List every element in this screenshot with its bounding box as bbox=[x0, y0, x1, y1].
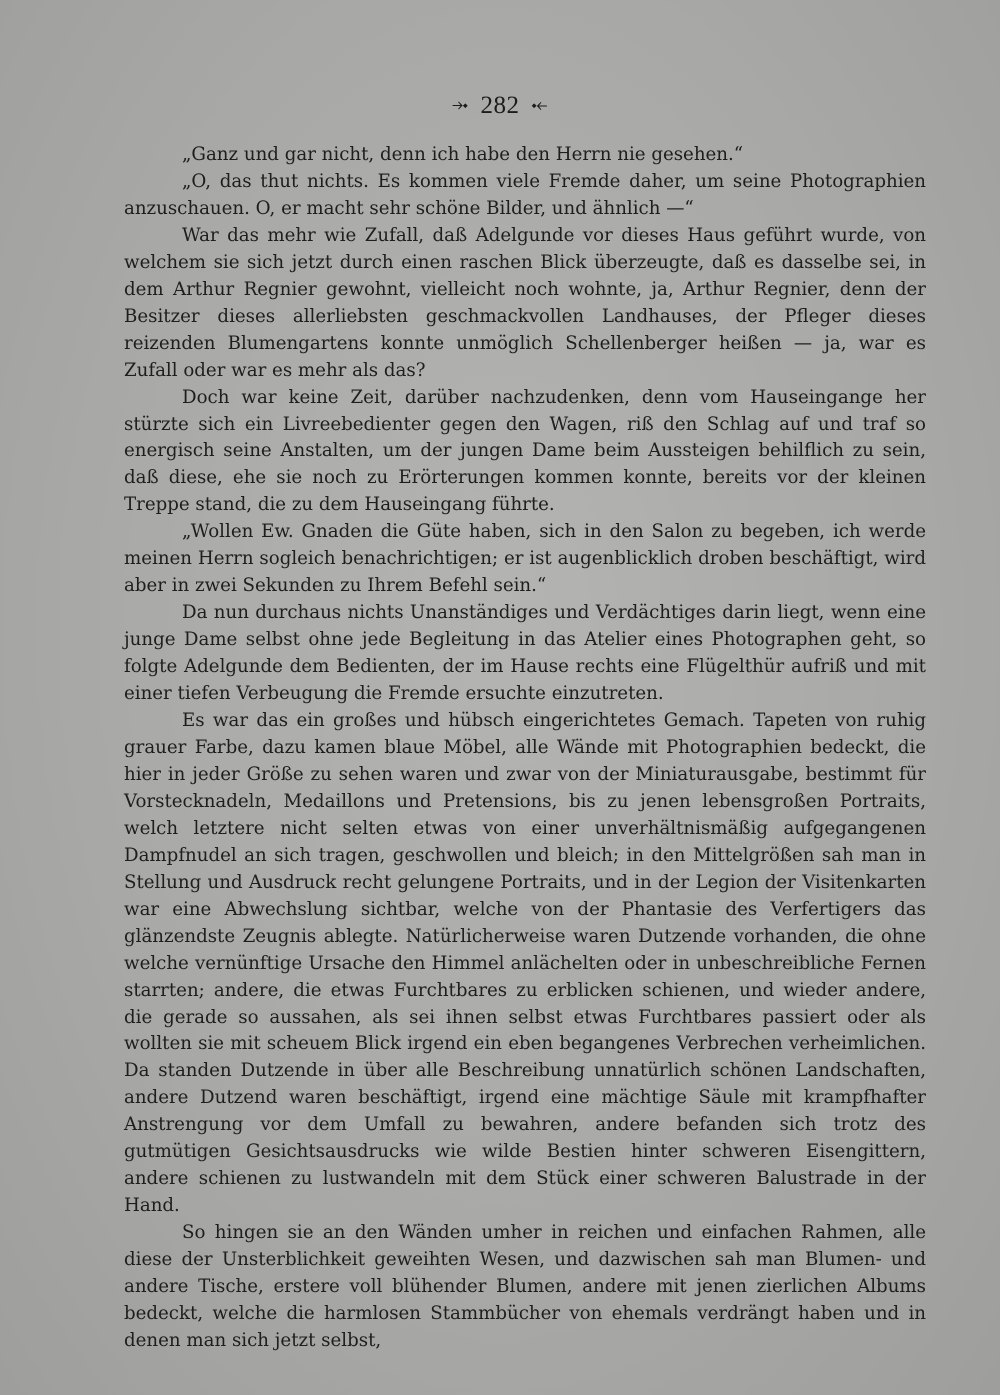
paragraph: Da nun durchaus nichts Unanständiges und Verdächtiges darin liegt, wenn eine junge Dame selbst ohne jede Begleitung in das Atelier eines Photographen geht, so folgte Adelgunde dem Bedienten, der im Hause rechts eine Flügelthür aufriß und mit einer tiefen Verbeugung die Fremde ersuchte einzutreten. bbox=[124, 602, 926, 705]
left-ornament-icon: ⤞ bbox=[452, 94, 469, 116]
paragraph: „O, das thut nichts. Es kommen viele Fremde daher, um seine Photographien anzuschauen. O, er macht sehr schöne Bilder, und ähnlich —“ bbox=[124, 170, 926, 219]
paragraph: Es war das ein großes und hübsch eingerichtetes Gemach. Tapeten von ruhig grauer Farbe, dazu kamen blaue Möbel, alle Wände mit Photographien bedeckt, die hier in jeder Größe zu sehen waren und zwar von der Miniaturausgabe, bestimmt für Vorstecknadeln, Medaillons und Pretensions, bis zu jenen lebensgroßen Portraits, welch letztere nicht selten etwas von einer unverhältnismäßig aufgegangenen Dampfnudel an sich tragen, geschwollen und bleich; in den Mittelgrößen sah man in Stellung und Ausdruck recht gelungene Portraits, und in der Legion der Visitenkarten war eine Abwechslung sichtbar, welche von der Phantasie des Verfertigers das glänzendste Zeugnis ablegte. Natürlicherweise waren Dutzende vorhanden, die ohne welche vernünftige Ursache den Himmel anlächelten oder in unbeschreibliche Fernen starrten; andere, die etwas Furchtbares zu erblicken schienen, und wieder andere, die gerade so aussahen, als sei ihnen selbst etwas Furchtbares passiert oder als wollten sie mit scheuem Blick irgend ein eben begangenes Verbrechen verheimlichen. Da standen Dutzende in über alle Beschreibung unnatürlich schönen Landschaften, andere Dutzend waren beschäftigt, irgend eine mächtige Säule mit krampfhafter Anstrengung vor dem Umfall zu bewahren, andere befanden sich trotz des gutmütigen Gesichtsausdrucks wie wilde Bestien hinter schweren Eisengittern, andere schienen zu lustwandeln mit dem Stück einer schweren Balustrade in der Hand. bbox=[124, 710, 926, 1217]
right-ornament-icon: ⤝ bbox=[531, 94, 548, 116]
page-number: 282 bbox=[480, 92, 520, 119]
paragraph: War das mehr wie Zufall, daß Adelgunde vor dieses Haus geführt wurde, von welchem sie sich jetzt durch einen raschen Blick überzeugte, daß es dasselbe sei, in dem Arthur Regnier gewohnt, vielleicht noch wohnte, ja, Arthur Regnier, denn der Besitzer dieses allerliebsten geschmackvollen Landhauses, der Pfleger dieses reizenden Blumengartens konnte unmöglich Schellenberger heißen — ja, war es Zufall oder war es mehr als das? bbox=[124, 224, 926, 381]
page-header bbox=[0, 92, 1000, 120]
body-text bbox=[124, 142, 926, 1355]
paragraph: „Ganz und gar nicht, denn ich habe den Herrn nie gesehen.“ bbox=[182, 144, 744, 165]
paragraph: So hingen sie an den Wänden umher in reichen und einfachen Rahmen, alle diese der Unsterblichkeit geweihten Wesen, und dazwischen sah man Blumen- und andere Tische, erstere voll blühender Blumen, andere mit jenen zierlichen Albums bedeckt, welche die harmlosen Stammbücher von ehemals verdrängt haben und in denen man sich jetzt selbst, bbox=[124, 1222, 926, 1351]
paragraph: „Wollen Ew. Gnaden die Güte haben, sich in den Salon zu begeben, ich werde meinen Herrn sogleich benachrichtigen; er ist augenblicklich droben beschäftigt, wird aber in zwei Sekunden zu Ihrem Befehl sein.“ bbox=[124, 521, 926, 597]
paragraph: Doch war keine Zeit, darüber nachzudenken, denn vom Hauseingange her stürzte sich ein Livreebedienter gegen den Wagen, riß den Schlag auf und traf so energisch seine Anstalten, um der jungen Dame beim Aussteigen behilflich zu sein, daß diese, ehe sie noch zu Erörterungen kommen konnte, bereits vor der kleinen Treppe stand, die zu dem Hauseingang führte. bbox=[124, 386, 926, 516]
